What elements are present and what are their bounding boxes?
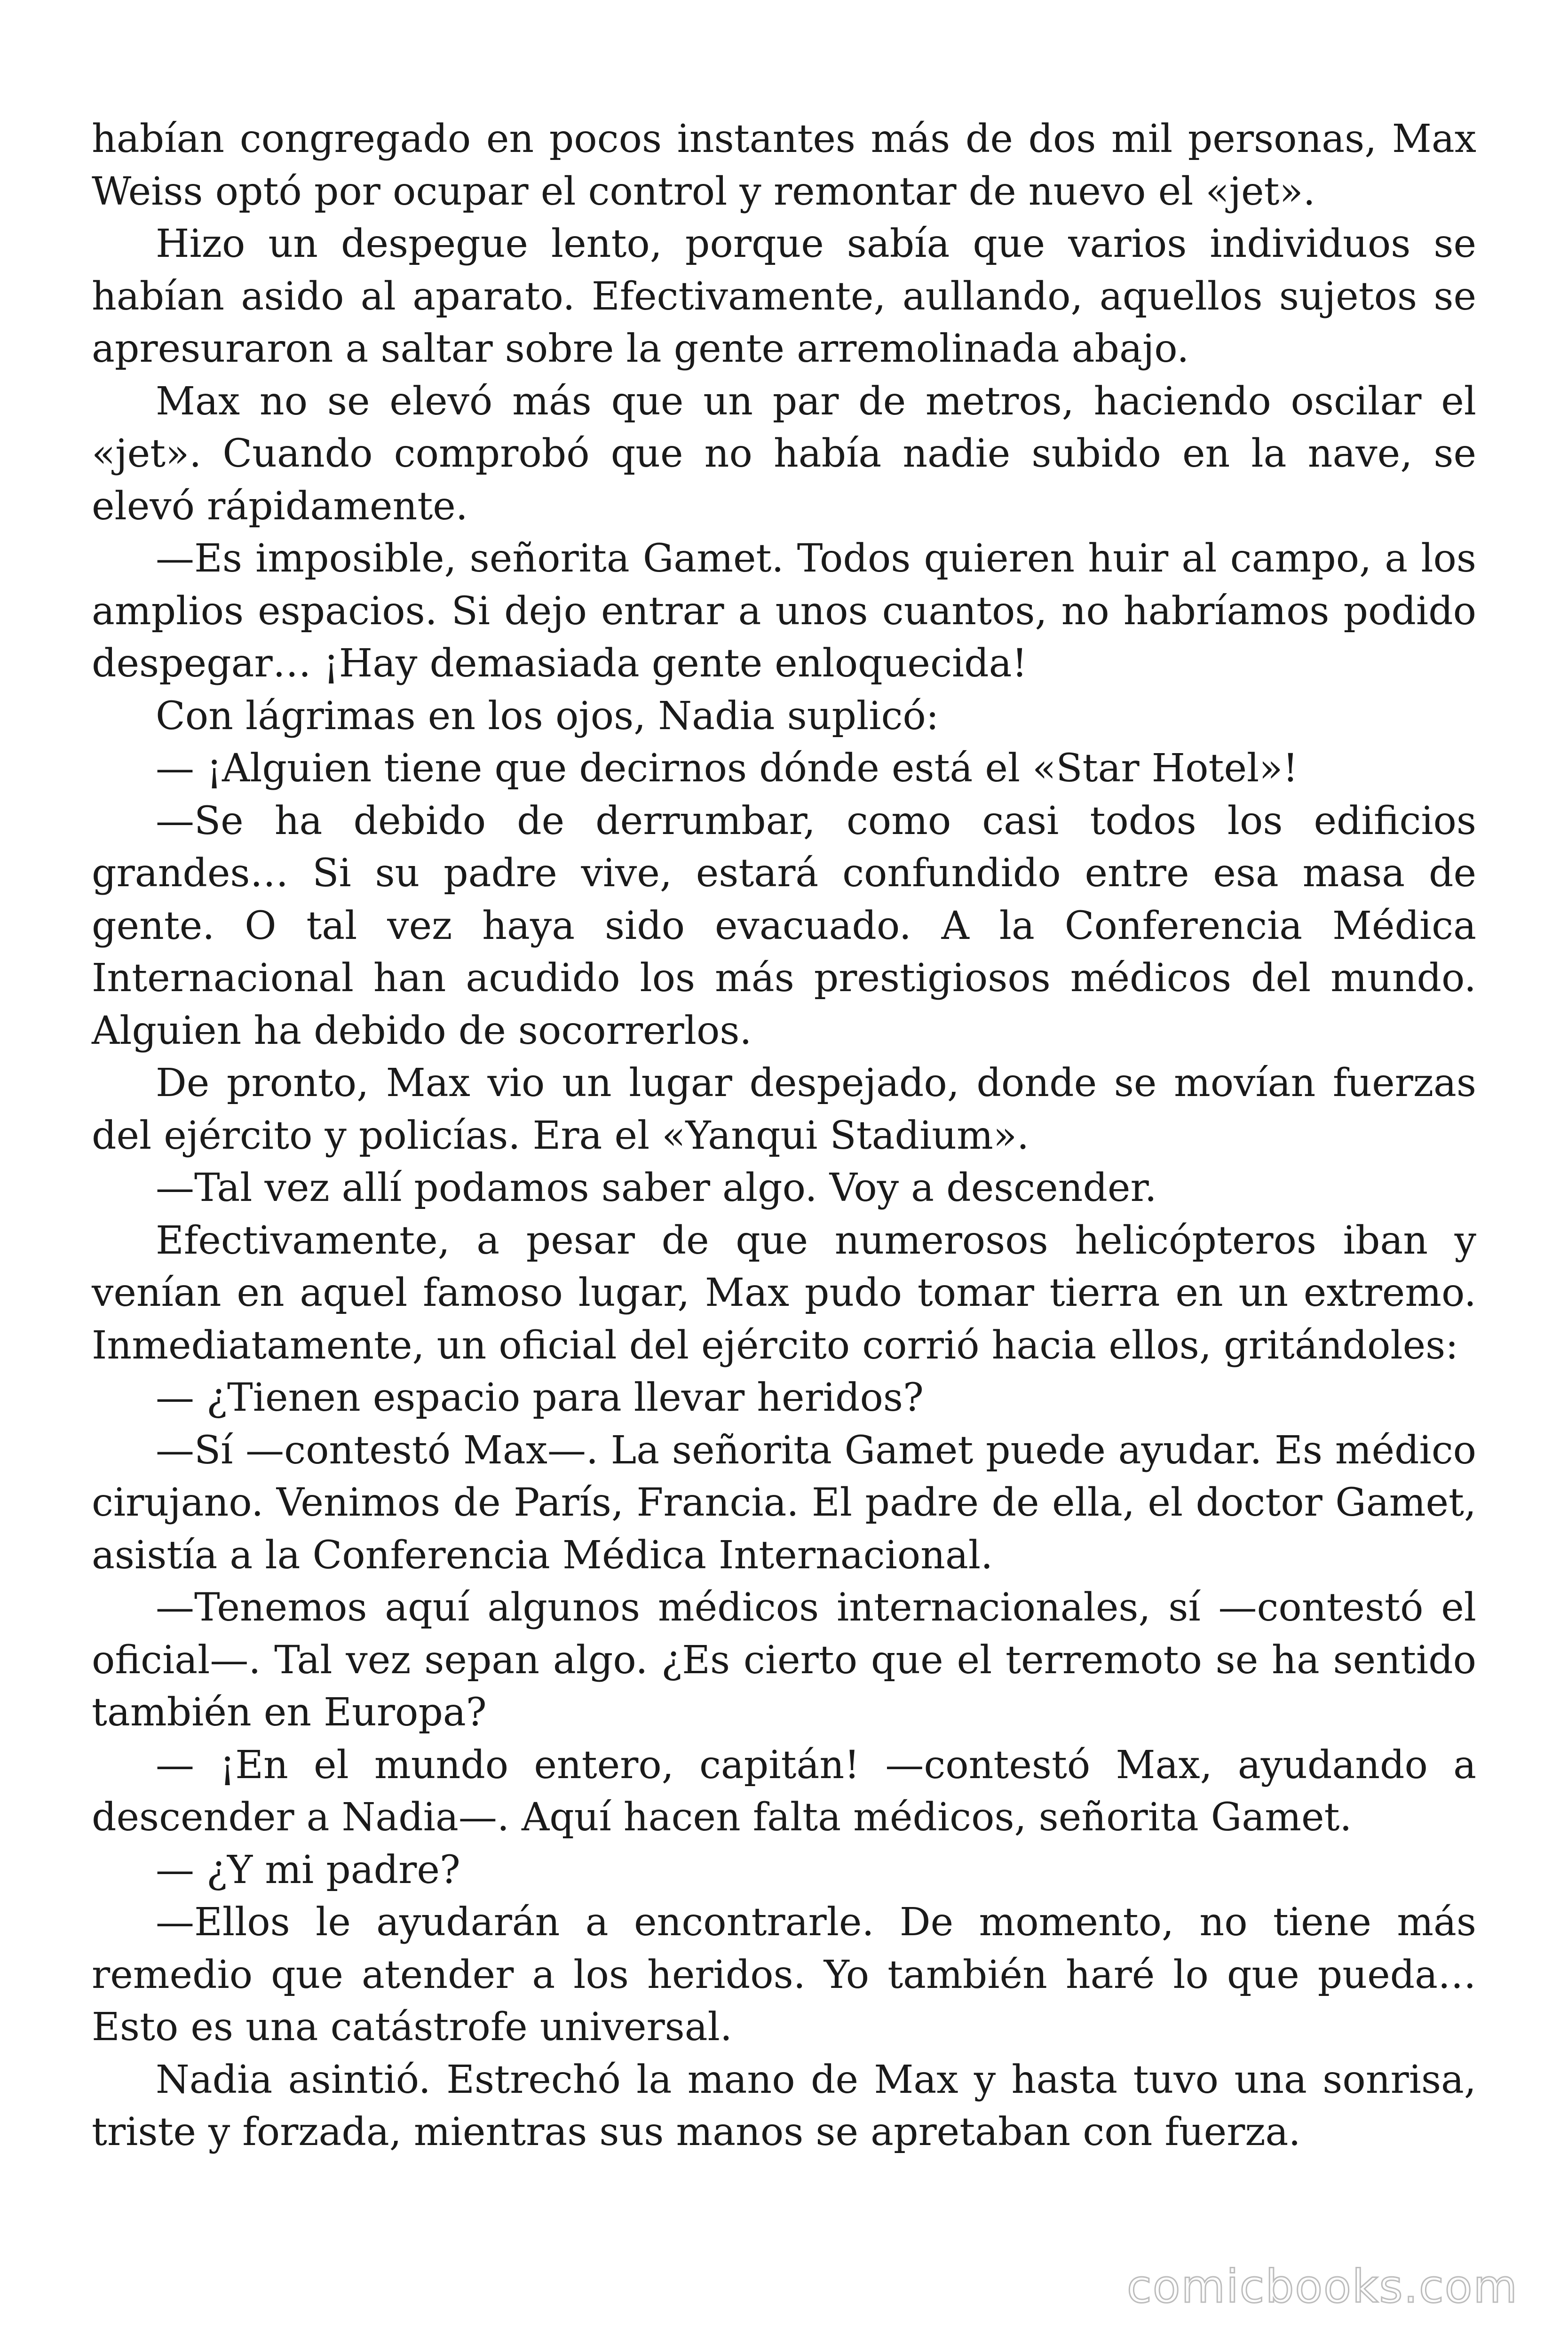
paragraph: De pronto, Max vio un lugar despejado, donde se movían fuerzas del ejército y policías. Era el «Yanqui Stadium». [92, 1061, 1476, 1158]
paragraph: —Es imposible, señorita Gamet. Todos quieren huir al campo, a los amplios espacios. Si dejo entrar a unos cuantos, no habríamos podido despegar… ¡Hay demasiada gente enloquecida! [92, 536, 1476, 686]
paragraph: —Tenemos aquí algunos médicos internacionales, sí —contestó el oficial—. Tal vez sepan algo. ¿Es cierto que el terremoto se ha sentido también en Europa? [92, 1585, 1476, 1735]
paragraph: Con lágrimas en los ojos, Nadia suplicó: [156, 693, 939, 739]
paragraph: — ¿Tienen espacio para llevar heridos? [156, 1375, 924, 1420]
paragraph: Efectivamente, a pesar de que numerosos helicópteros iban y venían en aquel famoso lugar, Max pudo tomar tierra en un extremo. Inmediatamente, un oficial del ejército corrió hacia ellos, gritándoles: [92, 1218, 1476, 1368]
paragraph: Max no se elevó más que un par de metros, haciendo oscilar el «jet». Cuando comprobó que no había nadie subido en la nave, se elevó rápidamente. [92, 379, 1476, 529]
paragraph: —Ellos le ayudarán a encontrarle. De momento, no tiene más remedio que atender a los heridos. Yo también haré lo que pueda… Esto es una catástrofe universal. [92, 1900, 1476, 2050]
watermark-text: comicbooks.com [1126, 2260, 1518, 2313]
paragraph: —Sí —contestó Max—. La señorita Gamet puede ayudar. Es médico cirujano. Venimos de París, Francia. El padre de ella, el doctor Gamet, asistía a la Conferencia Médica Internacional. [92, 1428, 1476, 1578]
page-body-text [92, 113, 1476, 2159]
paragraph: — ¿Y mi padre? [156, 1847, 460, 1892]
paragraph: —Se ha debido de derrumbar, como casi todos los edificios grandes… Si su padre vive, estará confundido entre esa masa de gente. O tal vez haya sido evacuado. A la Conferencia Médica Internacional han acudido los más prestigiosos médicos del mundo. Alguien ha debido de socorrerlos. [92, 798, 1476, 1053]
paragraph: — ¡En el mundo entero, capitán! —contestó Max, ayudando a descender a Nadia—. Aquí hacen falta médicos, señorita Gamet. [92, 1742, 1476, 1840]
paragraph: Hizo un despegue lento, porque sabía que varios individuos se habían asido al aparato. Efectivamente, aullando, aquellos sujetos se apresuraron a saltar sobre la gente arremolinada abajo. [92, 222, 1476, 371]
paragraph-continuation: habían congregado en pocos instantes más de dos mil personas, Max Weiss optó por ocupar el control y remontar de nuevo el «jet». [92, 117, 1476, 214]
paragraph: —Tal vez allí podamos saber algo. Voy a descender. [156, 1166, 1157, 1210]
paragraph: Nadia asintió. Estrechó la mano de Max y hasta tuvo una sonrisa, triste y forzada, mientras sus manos se apretaban con fuerza. [92, 2057, 1476, 2154]
paragraph: — ¡Alguien tiene que decirnos dónde está el «Star Hotel»! [156, 746, 1299, 791]
